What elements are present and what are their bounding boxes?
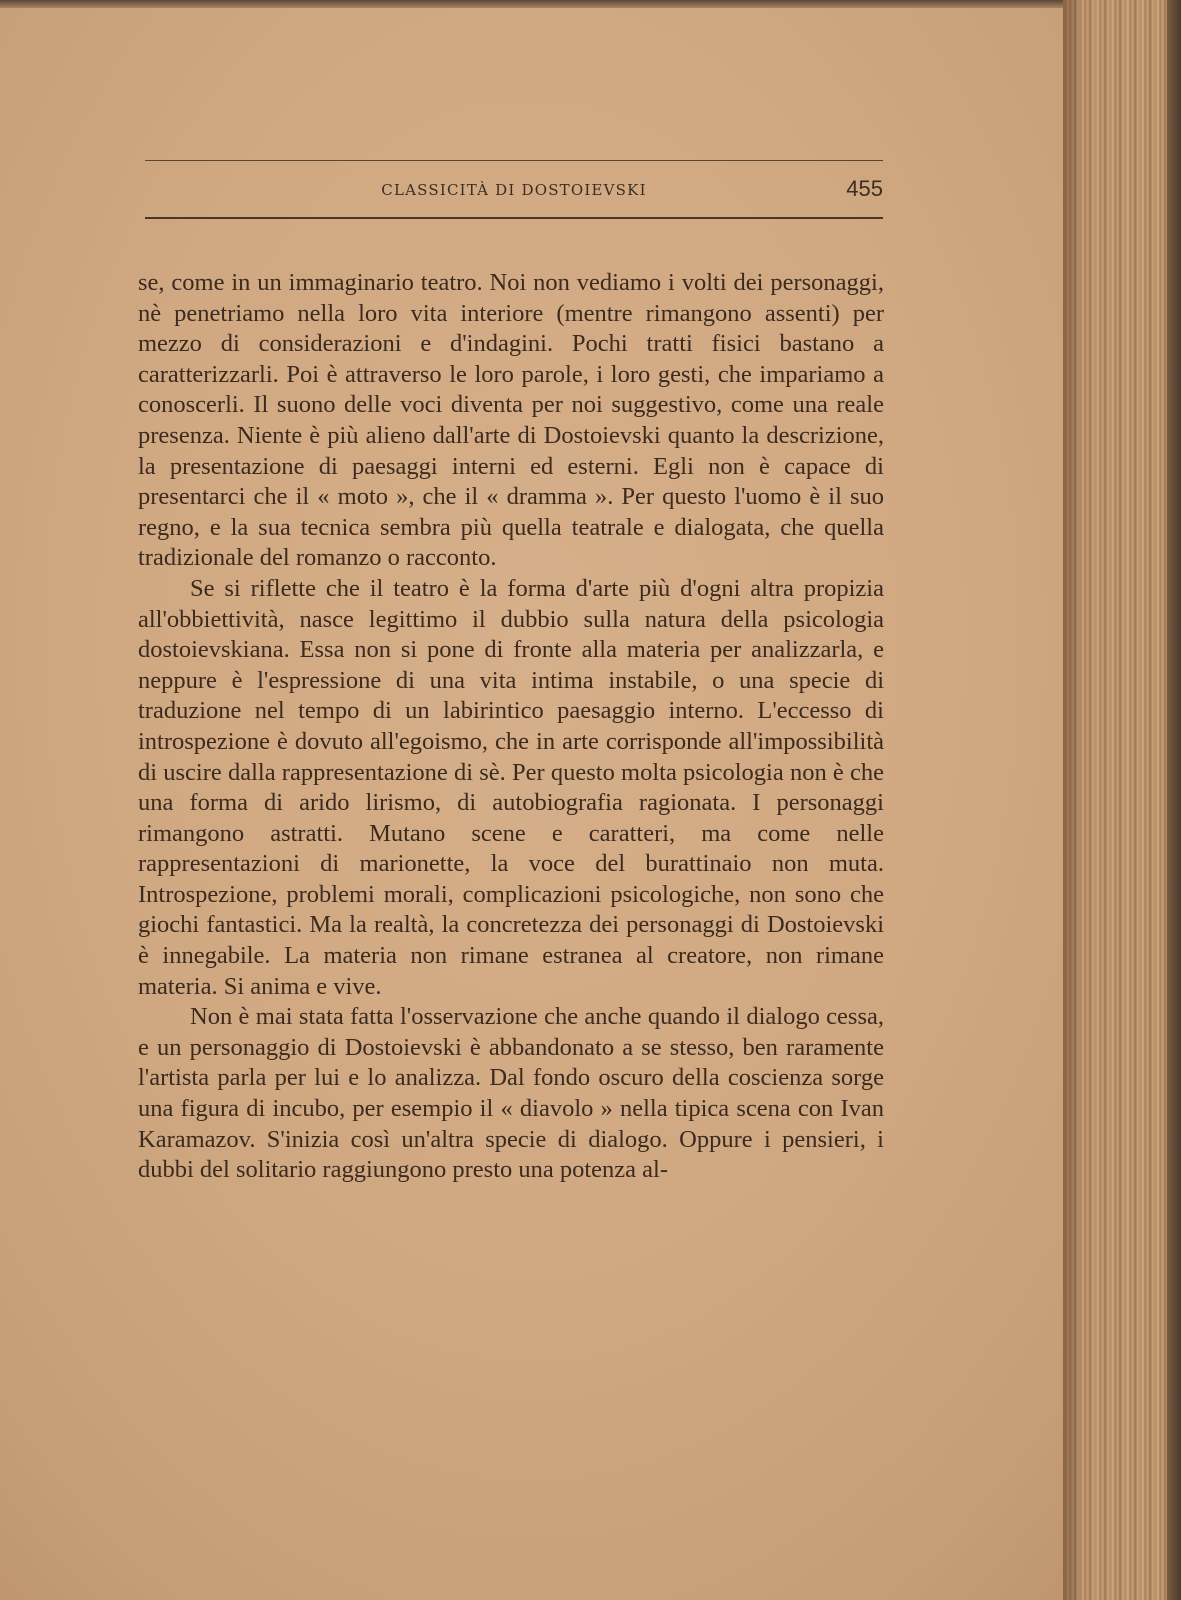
page-top-edge	[0, 0, 1181, 8]
paragraph-2: Se si riflette che il teatro è la forma d'arte più d'ogni altra propizia all'obbiettività, nasce legittimo il dubbio sulla natura della psicologia dostoievskiana. Essa non si pone di fronte alla materia per analizzarla, e neppure è l'espressione di una vita intima instabile, o una specie di traduzione nel tempo di un labirintico paesaggio interno. L'eccesso di introspezione è dovuto all'egoismo, che in arte corrisponde all'impossibilità di uscire dalla rappresentazione di sè. Per questo molta psicologia non è che una forma di arido lirismo, di autobiografia ragionata. I personaggi rimangono astratti. Mutano scene e caratteri, ma come nelle rappresentazioni di marionette, la voce del burattinaio non muta. Introspezione, problemi morali, complicazioni psicologiche, non sono che giochi fantastici. Ma la realtà, la concretezza dei personaggi di Dostoievski è innegabile. La materia non rimane estranea al creatore, non rimane materia. Si anima e vive.	[138, 574, 884, 1000]
header-rule-top	[145, 160, 883, 161]
running-head	[145, 175, 883, 205]
body-text	[138, 268, 884, 1186]
paragraph-1: se, come in un immaginario teatro. Noi non vediamo i volti dei personaggi, nè penetriamo nella loro vita interiore (mentre rimangono assenti) per mezzo di considerazioni e d'indagini. Pochi tratti fisici bastano a caratterizzarli. Poi è attraverso le loro parole, i loro gesti, che impariamo a conoscerli. Il suono delle voci diventa per noi suggestivo, come una reale presenza. Niente è più alieno dall'arte di Dostoievski quanto la descrizione, la presentazione di paesaggi interni ed esterni. Egli non è capace di presentarci che il « moto », che il « dramma ». Per questo l'uomo è il suo regno, e la sua tecnica sembra più quella teatrale e dialogata, che quella tradizionale del romanzo o racconto.	[138, 269, 884, 572]
page-number: 455	[846, 176, 883, 201]
header-rule-bottom	[145, 217, 883, 219]
running-title: CLASSICITÀ DI DOSTOIEVSKI	[381, 181, 647, 199]
book-fore-edge	[1063, 0, 1181, 1600]
paragraph-3: Non è mai stata fatta l'osservazione che anche quando il dialogo cessa, e un personaggio di Dostoievski è abbandonato a se stesso, ben raramente l'artista parla per lui e lo analizza. Dal fondo oscuro della coscienza sorge una figura di incubo, per esempio il « diavolo » nella tipica scena con Ivan Karamazov. S'inizia così un'altra specie di dialogo. Oppure i pensieri, i dubbi del solitario raggiungono presto una potenza al-	[138, 1003, 884, 1184]
